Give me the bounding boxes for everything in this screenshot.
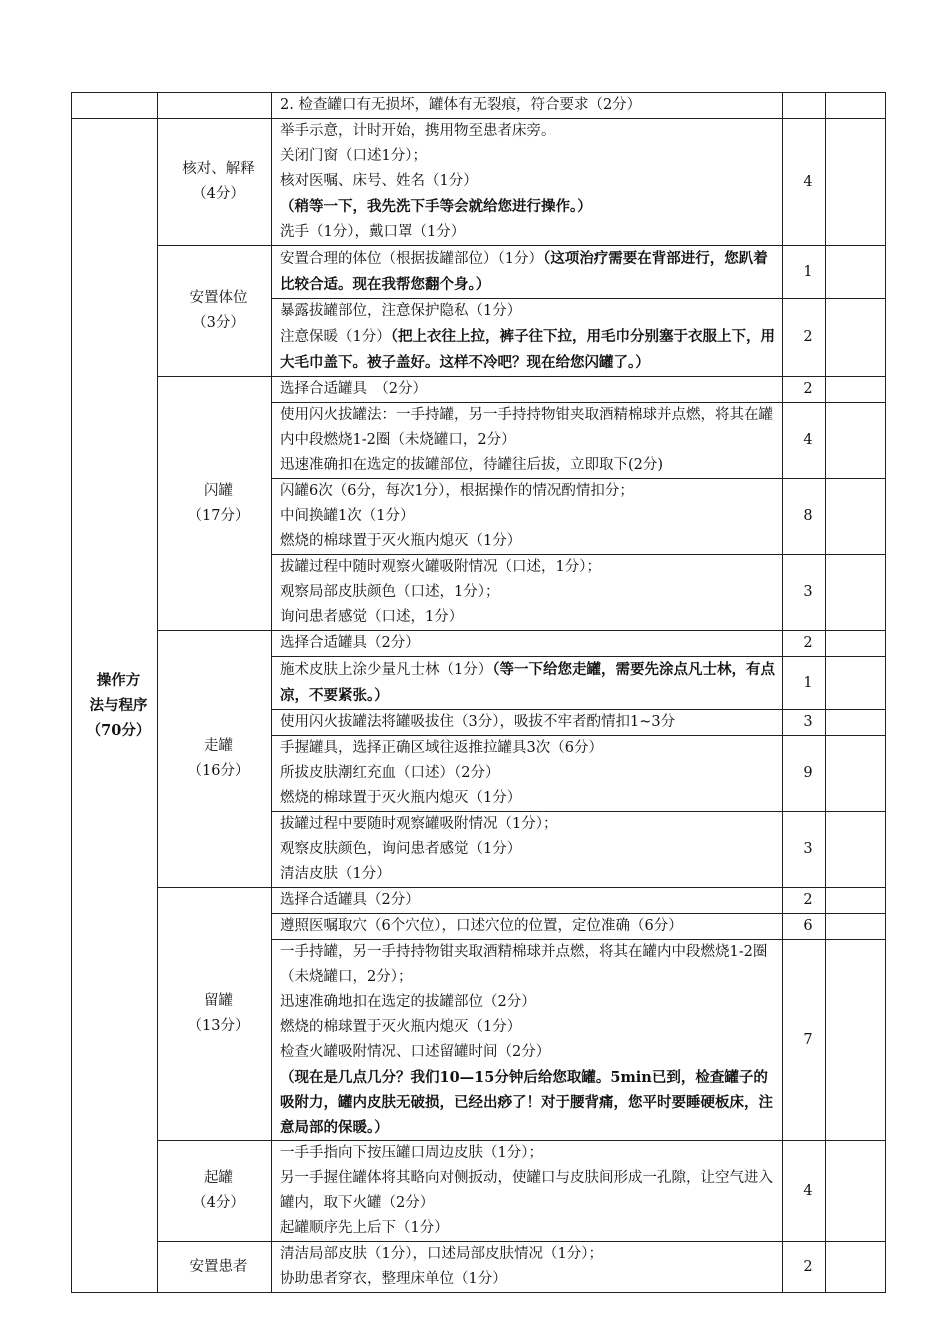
score-cell: 2 bbox=[783, 377, 826, 403]
deduct-cell bbox=[826, 914, 886, 940]
score-cell: 7 bbox=[783, 940, 826, 1141]
score-cell: 1 bbox=[783, 246, 826, 299]
deduct-cell bbox=[826, 403, 886, 479]
item-cell: 清洁局部皮肤（1分），口述局部皮肤情况（1分）； 协助患者穿衣，整理床单位（1分） bbox=[272, 1242, 783, 1293]
score-cell: 2 bbox=[783, 888, 826, 914]
section-cell bbox=[72, 93, 158, 119]
group-label: 核对、解释 （4分） bbox=[158, 119, 272, 246]
score-cell: 4 bbox=[783, 119, 826, 246]
group-cell bbox=[158, 93, 272, 119]
item-cell: 举手示意，计时开始，携用物至患者床旁。 关闭门窗（口述1分）； 核对医嘱、床号、姓名（1分）（稍等一下，我先洗下手等会就给您进行操作。） 洗手（1分），戴口罩（1分） bbox=[272, 119, 783, 246]
score-cell: 4 bbox=[783, 403, 826, 479]
deduct-cell bbox=[826, 940, 886, 1141]
table-row bbox=[72, 1141, 886, 1242]
item-cell: 闪罐6次（6分，每次1分），根据操作的情况酌情扣分； 中间换罐1次（1分） 燃烧的棉球置于灭火瓶内熄灭（1分） bbox=[272, 479, 783, 555]
deduct-cell bbox=[826, 888, 886, 914]
item-cell: 使用闪火拔罐法将罐吸拔住（3分），吸拔不牢者酌情扣1~3分 bbox=[272, 710, 783, 736]
table-row bbox=[72, 631, 886, 657]
score-cell: 4 bbox=[783, 1141, 826, 1242]
item-cell: 安置合理的体位（根据拔罐部位）（1分）（这项治疗需要在背部进行，您趴着比较合适。现在我帮您翻个身。） bbox=[272, 246, 783, 299]
deduct-cell bbox=[826, 93, 886, 119]
score-cell: 8 bbox=[783, 479, 826, 555]
deduct-cell bbox=[826, 1242, 886, 1293]
deduct-cell bbox=[826, 657, 886, 710]
deduct-cell bbox=[826, 736, 886, 812]
table-row bbox=[72, 119, 886, 246]
item-cell: 一手手指向下按压罐口周边皮肤（1分）； 另一手握住罐体将其略向对侧扳动，使罐口与皮肤间形成一孔隙，让空气进入罐内，取下火罐（2分） 起罐顺序先上后下（1分） bbox=[272, 1141, 783, 1242]
deduct-cell bbox=[826, 710, 886, 736]
item-cell: 使用闪火拔罐法：一手持罐，另一手持持物钳夹取酒精棉球并点燃，将其在罐内中段燃烧1-2圈（未烧罐口，2分） 迅速准确扣在选定的拔罐部位，待罐往后拔，立即取下(2分) bbox=[272, 403, 783, 479]
table-row bbox=[72, 377, 886, 403]
item-cell: 一手持罐，另一手持持物钳夹取酒精棉球并点燃，将其在罐内中段燃烧1-2圈（未烧罐口，2分）； 迅速准确地扣在选定的拔罐部位（2分） 燃烧的棉球置于灭火瓶内熄灭（1分） 检查火罐吸附情况、口述留罐时间（2分） （现在是几点几分？我们10—15分钟后给您取罐。5min已到，检查罐子的吸附力，罐内皮肤无破损，已经出痧了！对于腰背痛，您平时要睡硬板床，注意局部的保暖。） bbox=[272, 940, 783, 1141]
scoring-table bbox=[71, 92, 886, 1293]
item-cell: 拔罐过程中要随时观察罐吸附情况（1分）； 观察皮肤颜色，询问患者感觉（1分） 清洁皮肤（1分） bbox=[272, 812, 783, 888]
group-label: 走罐 （16分） bbox=[158, 631, 272, 888]
section-label: 操作方 法与程序 （70分） bbox=[72, 119, 158, 1293]
table-row bbox=[72, 93, 886, 119]
deduct-cell bbox=[826, 479, 886, 555]
score-cell: 2 bbox=[783, 1242, 826, 1293]
group-label: 起罐 （4分） bbox=[158, 1141, 272, 1242]
deduct-cell bbox=[826, 119, 886, 246]
table-row bbox=[72, 246, 886, 299]
item-cell: 选择合适罐具 （2分） bbox=[272, 377, 783, 403]
item-cell: 选择合适罐具（2分） bbox=[272, 631, 783, 657]
item-cell: 遵照医嘱取穴（6个穴位），口述穴位的位置，定位准确（6分） bbox=[272, 914, 783, 940]
item-cell: 暴露拔罐部位，注意保护隐私（1分） 注意保暖（1分）（把上衣往上拉，裤子往下拉，用毛巾分别塞于衣服上下，用大毛巾盖下。被子盖好。这样不冷吧？现在给您闪罐了。） bbox=[272, 299, 783, 377]
deduct-cell bbox=[826, 377, 886, 403]
item-cell: 施术皮肤上涂少量凡士林（1分）（等一下给您走罐，需要先涂点凡士林，有点凉，不要紧张。） bbox=[272, 657, 783, 710]
deduct-cell bbox=[826, 299, 886, 377]
group-label: 闪罐 （17分） bbox=[158, 377, 272, 631]
table-row bbox=[72, 888, 886, 914]
deduct-cell bbox=[826, 246, 886, 299]
score-cell: 1 bbox=[783, 657, 826, 710]
score-cell: 3 bbox=[783, 812, 826, 888]
group-label: 安置患者 bbox=[158, 1242, 272, 1293]
item-cell: 手握罐具，选择正确区域往返推拉罐具3次（6分） 所拔皮肤潮红充血（口述）（2分） 燃烧的棉球置于灭火瓶内熄灭（1分） bbox=[272, 736, 783, 812]
group-label: 安置体位 （3分） bbox=[158, 246, 272, 377]
score-cell: 2 bbox=[783, 631, 826, 657]
score-cell: 9 bbox=[783, 736, 826, 812]
item-cell: 拔罐过程中随时观察火罐吸附情况（口述，1分）； 观察局部皮肤颜色（口述，1分）； 询问患者感觉（口述，1分） bbox=[272, 555, 783, 631]
score-cell: 2 bbox=[783, 299, 826, 377]
score-cell bbox=[783, 93, 826, 119]
deduct-cell bbox=[826, 812, 886, 888]
score-cell: 6 bbox=[783, 914, 826, 940]
deduct-cell bbox=[826, 1141, 886, 1242]
item-cell: 选择合适罐具（2分） bbox=[272, 888, 783, 914]
group-label: 留罐 （13分） bbox=[158, 888, 272, 1141]
score-cell: 3 bbox=[783, 710, 826, 736]
item-cell bbox=[272, 93, 783, 119]
item-text: 2. 检查罐口有无损坏，罐体有无裂痕，符合要求（2分） bbox=[280, 97, 642, 113]
deduct-cell bbox=[826, 555, 886, 631]
deduct-cell bbox=[826, 631, 886, 657]
score-cell: 3 bbox=[783, 555, 826, 631]
table-row bbox=[72, 1242, 886, 1293]
